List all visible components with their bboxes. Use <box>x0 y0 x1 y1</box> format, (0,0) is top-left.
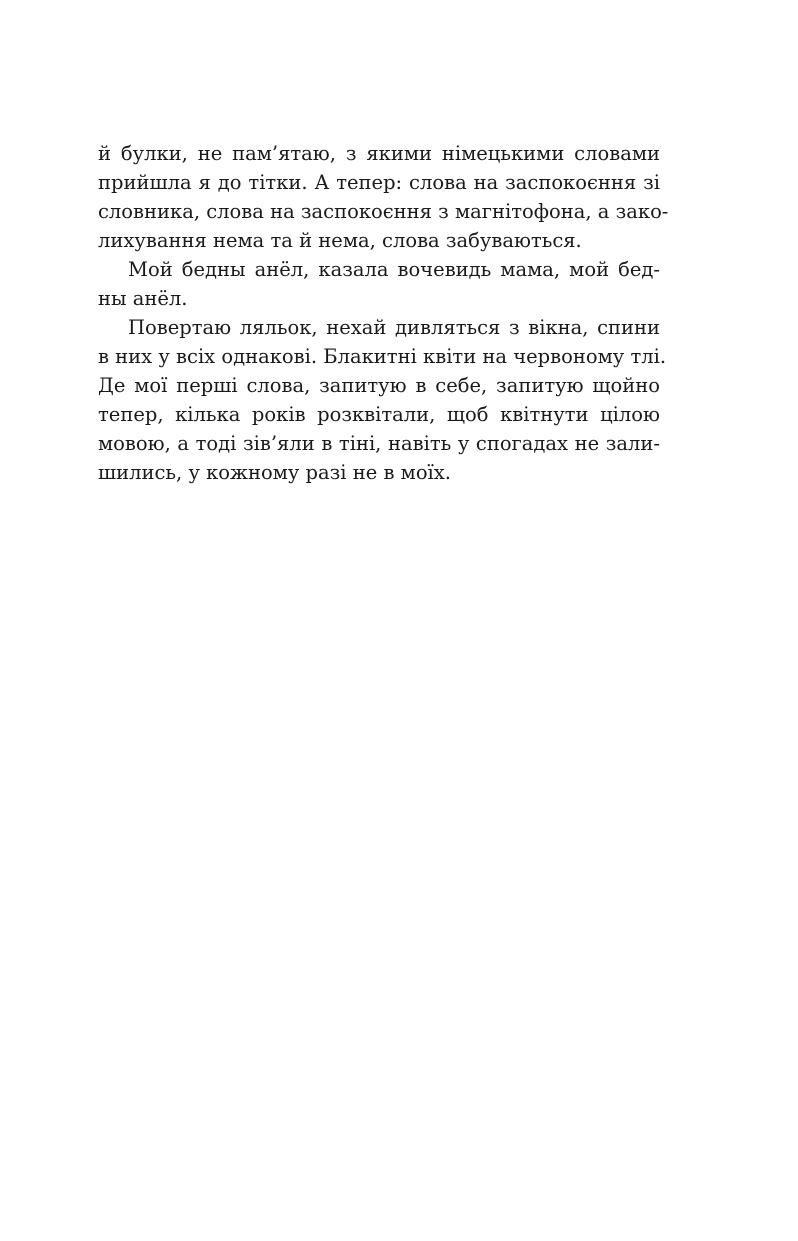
text-line: прийшла я до тітки. А тепер: слова на заспокоєння зі <box>98 171 660 194</box>
text-line: в них у всіх однакові. Блакитні квіти на червоному тлі. <box>98 345 667 368</box>
text-line: й булки, не пам’ятаю, з якими німецькими словами <box>98 142 660 165</box>
paragraph-2 <box>98 255 660 313</box>
text-line: лихування нема та й нема, слова забуваються. <box>98 229 582 252</box>
text-line: ны анёл. <box>98 287 188 310</box>
text-line: мовою, а тоді зів’яли в тіні, навіть у спогадах не зали- <box>98 432 660 455</box>
text-line: словника, слова на заспокоєння з магнітофона, а зако- <box>98 200 669 223</box>
paragraph-3 <box>98 313 667 487</box>
text-line: Повертаю ляльок, нехай дивляться з вікна, спини <box>128 316 660 339</box>
paragraph-1 <box>98 139 669 255</box>
text-line: Мой бедны анёл, казала вочевидь мама, мой бед- <box>128 258 660 281</box>
text-line: Де мої перші слова, запитую в себе, запитую щойно <box>98 374 660 397</box>
body-text <box>98 139 669 487</box>
text-line: шились, у кожному разі не в моїх. <box>98 461 451 484</box>
text-line: тепер, кілька років розквітали, щоб квітнути цілою <box>98 403 660 426</box>
